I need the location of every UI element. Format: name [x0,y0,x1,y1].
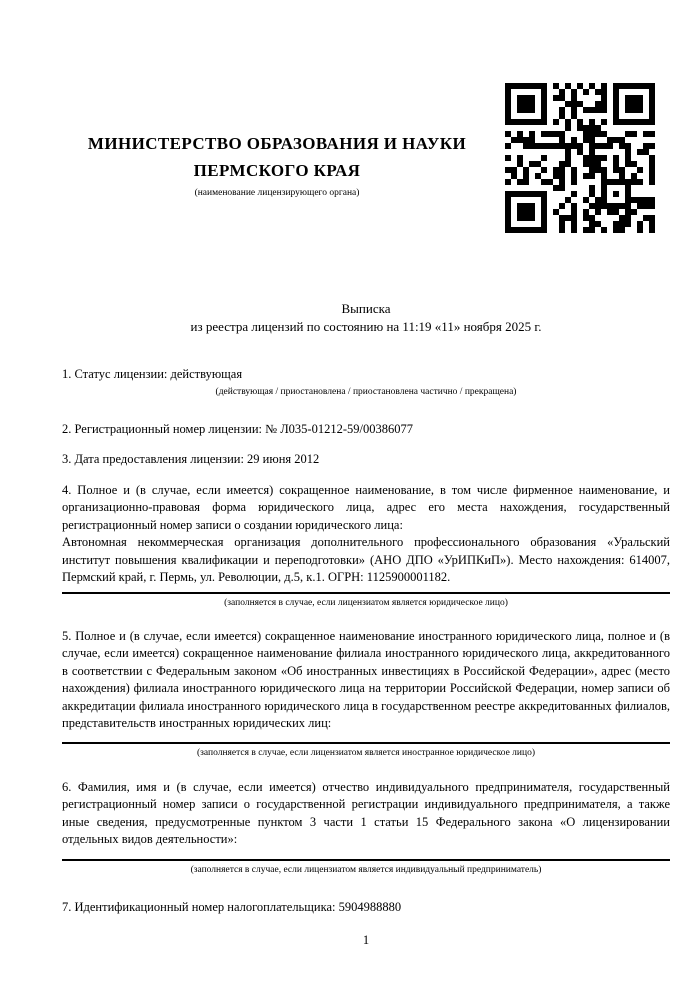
foreign-entity-statement: 5. Полное и (в случае, если имеется) сокращенное наименование иностранного юридического лица, полное и (в случае, если имеется) сокращенное наименование филиала иностранного юридического лица, аккредитованного в соответствии с Федеральным законом «Об иностранных инвестициях в Российской Федерации», адрес (место нахождения) филиала иностранного юридического лица на территории Российской Федерации, номер записи об аккредитации филиала иностранного юридического лица в государственном реестре аккредитованных филиалов, представительств иностранных юридических лиц: [62,628,670,730]
license-date-line: 3. Дата предоставления лицензии: 29 июня 2012 [62,452,320,466]
registration-number-line: 2. Регистрационный номер лицензии: № Л035-01212-59/00386077 [62,421,413,436]
legal-entity-statement: 4. Полное и (в случае, если имеется) сокращенное наименование, в том числе фирменное наименование, и организационно-правовая форма юридического лица, адрес его места нахождения, государственный регистрационный номер записи о создании юридического лица: [62,482,670,532]
entrepreneur-fill-rule [62,859,670,861]
legal-entity-caption: (заполняется в случае, если лицензиатом является юридическое лицо) [224,597,508,608]
licensing-authority-block [62,130,492,200]
legal-entity-fill-rule [62,592,670,594]
foreign-entity-caption: (заполняется в случае, если лицензиатом является иностранное юридическое лицо) [197,747,535,758]
title-line1: Выписка [341,301,391,316]
document-header [62,0,670,238]
entrepreneur-statement: 6. Фамилия, имя и (в случае, если имеется) отчество индивидуального предпринимателя, государственный регистрационный номер записи о государственной регистрации индивидуального предпринимателя, а также иные сведения, предусмотренные пунктом 3 части 1 статьи 15 Федерального закона «О лицензировании отдельных видов деятельности»: [62,779,670,846]
qr-code-image [500,78,660,238]
license-status-line: 1. Статус лицензии: действующая [62,367,243,381]
document-title [62,300,670,335]
entrepreneur-caption: (заполняется в случае, если лицензиатом является индивидуальный предприниматель) [190,864,542,875]
legal-entity-value: Автономная некоммерческая организация дополнительного профессионального образования «Уральский институт повышения квалификации и переподготовки» (АНО ДПО «УрИПКиП»). Место нахождения: 614007, Пермский край, г. Пермь, ул. Революции, д.5, к.1. ОГРН: 1125900001182. [62,535,670,584]
foreign-entity-fill-rule [62,742,670,744]
page-number: 1 [362,933,370,947]
ministry-name-line1: МИНИСТЕРСТВО ОБРАЗОВАНИЯ И НАУКИ [87,134,467,153]
ministry-name-line2: ПЕРМСКОГО КРАЯ [193,161,361,180]
title-line2: из реестра лицензий по состоянию на 11:19 «11» ноября 2025 г. [190,318,542,334]
license-status-options-caption: (действующая / приостановлена / приостановлена частично / прекращена) [215,386,517,397]
qr-code-icon [500,78,660,238]
taxpayer-id-line: 7. Идентификационный номер налогоплательщика: 5904988880 [62,899,402,914]
ministry-caption: (наименование лицензирующего органа) [194,188,360,198]
